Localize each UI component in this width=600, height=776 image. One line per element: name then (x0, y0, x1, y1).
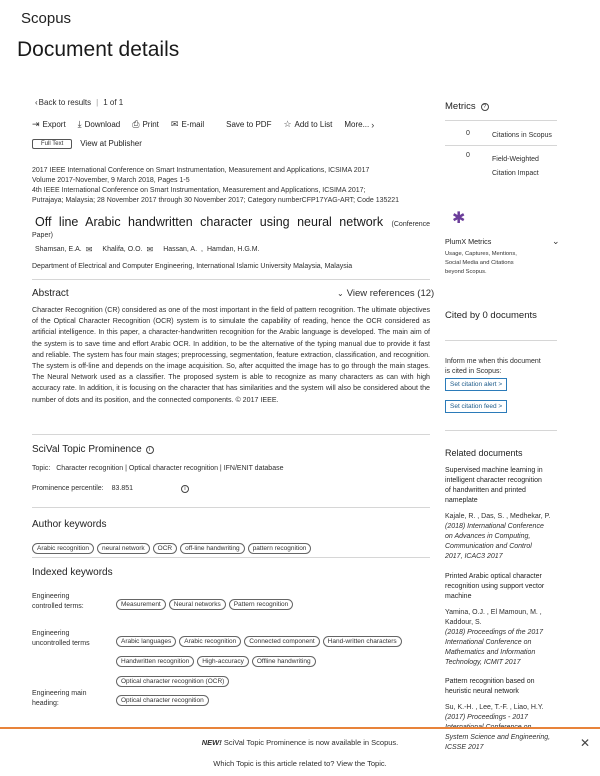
related-authors: Kajale, R. , Das, S. , Medhekar, P. (445, 513, 551, 520)
keyword-pill: off-line handwriting (180, 543, 244, 554)
source-line: International Conference on (445, 639, 532, 646)
view-at-publisher-link[interactable]: View at Publisher (80, 139, 142, 148)
info-icon[interactable]: ? (481, 103, 489, 111)
keyword-pill: OCR (153, 543, 177, 554)
inform-text (445, 357, 541, 377)
metrics-heading-row (445, 101, 489, 112)
fulltext-row (32, 138, 142, 149)
scopus-brand[interactable]: Scopus (21, 10, 72, 27)
group-label-line: controlled terms: (32, 603, 84, 610)
title-line: Pattern recognition based on (445, 678, 535, 685)
export-label: Export (42, 120, 66, 129)
abstract-text: Character Recognition (CR) considered as one of the most important in the field of pattern recognition. The ultimate objectives of the Optical Character Recognition (OCR) system is to simulate the capability of reading, hence the OCR considered as artificial intelligence. In this paper, a character-handwritten recognition for the Arabic language is developed. The main aim of the system is to save time and effort Arabic OCR. In addition, to be the alternative of the typing manual due to provide it fast and reliable. The system has four main stages; preprocessing, segmentation, feature extraction, classification, and recognition. The system is off-line and depends on the image acquisition. So, after acquitted the image has to go through the main stages. The Neural Network used as a classifier. The proposed system is able to recognize as many characters as can with high accuracy rate. In addition, it is focusing on the character that has similarities and the system will also be considered about the number of dots and its position, and the connected components. © 2017 IEEE. (32, 306, 430, 404)
keyword-pill: neural network (97, 543, 150, 554)
percentile-value: 83.851 (111, 485, 134, 492)
abstract-heading: Abstract (32, 288, 69, 299)
keyword-pill: Arabic recognition (32, 543, 94, 554)
source-line: Mathematics and Information (445, 649, 536, 656)
indexed-group-label (32, 592, 112, 612)
source-line: Putrajaya; Malaysia; 28 November 2017 through 30 November 2017; Category numberCFP17YAG-ART; Code 135221 (32, 197, 400, 204)
plumx-heading[interactable]: PlumX Metrics (445, 237, 492, 246)
result-position: 1 of 1 (103, 98, 124, 107)
title-line: recognition using support vector (445, 583, 545, 590)
title-line: machine (445, 593, 472, 600)
group-label-line: Engineering (32, 593, 70, 600)
title-line: Printed Arabic optical character (445, 573, 542, 580)
mail-icon[interactable]: ✉ (85, 245, 93, 254)
related-item[interactable] (445, 572, 560, 668)
plumx-description (445, 250, 517, 277)
divider (32, 279, 430, 280)
authors (35, 245, 260, 255)
keyword-pill: Hand-written characters (323, 636, 402, 647)
plumx-desc-line: Social Media and Citations (445, 260, 514, 266)
toolbar (32, 119, 389, 130)
inform-line: Inform me when this document (445, 358, 541, 365)
printer-icon: ⎙ (132, 119, 140, 129)
source-line: 2017, ICAC3 2017 (445, 553, 503, 560)
keyword-pill: Measurement (116, 599, 166, 610)
keyword-pill: Neural networks (169, 599, 226, 610)
topic-value[interactable]: Character recognition | Optical character recognition | IFN/ENIT database (56, 465, 284, 472)
source-line: 4th IEEE International Conference on Smart Instrumentation, Measurement and Applications, ICSIMA 2017; (32, 187, 366, 194)
plumx-desc-line: beyond Scopus. (445, 269, 487, 275)
cited-by-heading: Cited by 0 documents (445, 310, 537, 321)
indexed-group-terms (116, 593, 431, 613)
group-label-line: Engineering (32, 630, 70, 637)
add-to-list-button[interactable] (283, 119, 332, 130)
keyword-pill: Connected component (244, 636, 319, 647)
back-to-results-link[interactable]: Back to results (38, 98, 92, 107)
source-line: Communication and Control (445, 543, 532, 550)
fwci-label[interactable] (492, 153, 539, 181)
author-keywords-heading: Author keywords (32, 519, 107, 530)
source-line: (2018) Proceedings of the 2017 (445, 629, 544, 636)
fwci-label-line: Citation Impact (492, 170, 539, 177)
keyword-pill: Arabic recognition (179, 636, 241, 647)
source-info (32, 166, 432, 206)
mail-icon[interactable]: ✉ (146, 245, 154, 254)
new-badge: NEW! (201, 738, 222, 747)
author-link[interactable]: Khalifa, O.O. (102, 246, 143, 253)
banner-text: SciVal Topic Prominence is now available in Scopus. (223, 738, 399, 747)
topic-label: Topic: (32, 465, 51, 472)
chevron-right-icon: › (371, 119, 375, 130)
related-title[interactable] (445, 677, 560, 697)
divider (445, 145, 557, 146)
scival-heading: SciVal Topic Prominence (32, 444, 142, 455)
star-icon: ☆ (283, 119, 292, 129)
more-label: More... (344, 120, 370, 129)
full-text-button[interactable]: Full Text (32, 139, 72, 149)
source-line: (2017) Proceedings - 2017 (445, 714, 528, 721)
add-list-label: Add to List (294, 120, 333, 129)
indexed-group-label (32, 629, 112, 649)
fwci-label-line: Field-Weighted (492, 156, 539, 163)
chevron-down-icon[interactable]: ⌄ (552, 236, 560, 246)
keyword-pill: Handwritten recognition (116, 656, 194, 667)
author-link[interactable]: Shamsan, E.A. (35, 246, 82, 253)
source-line: System Science and Engineering, (445, 734, 551, 741)
scival-heading-row (32, 444, 154, 455)
source-line: Volume 2017-November, 9 March 2018, Pages 1-5 (32, 177, 190, 184)
download-label: Download (84, 120, 121, 129)
mail-icon: ✉ (170, 119, 179, 129)
print-button[interactable] (132, 119, 159, 130)
plumx-desc-line: Usage, Captures, Mentions, (445, 251, 517, 257)
keyword-pill: Pattern recognition (229, 599, 294, 610)
scival-topic (32, 464, 283, 474)
fwci-value: 0 (466, 152, 470, 159)
source-line: 2017 IEEE International Conference on Smart Instrumentation, Measurement and Applications, ICSIMA 2017 (32, 167, 370, 174)
set-citation-feed-button[interactable]: Set citation feed > (445, 400, 507, 413)
document-type-cont: Paper) (32, 232, 54, 239)
related-title[interactable] (445, 572, 560, 602)
authors-line: Kaddour, S. (445, 619, 482, 626)
title-line: intelligent character recognition (445, 477, 542, 484)
view-references-label: View references (12) (346, 288, 435, 299)
source-line: (2018) International Conference (445, 523, 544, 530)
document-title-block (35, 213, 435, 231)
keyword-pill: High-accuracy (197, 656, 249, 667)
indexed-group-terms (116, 689, 431, 709)
source-line: Technology, ICMIT 2017 (445, 659, 521, 666)
chevron-down-icon: ⌄ (337, 289, 344, 298)
divider (32, 507, 430, 508)
group-label-line: uncontrolled terms (32, 640, 90, 647)
source-line: on Advances in Computing, (445, 533, 531, 540)
chevron-left-icon: ‹ (35, 98, 38, 107)
author-separator: , (201, 246, 203, 253)
group-label-line: heading: (32, 700, 59, 707)
related-authors: Su, K.-H. , Lee, T.-F. , Liao, H.Y. (445, 704, 544, 711)
divider (445, 340, 557, 341)
source-line: ICSSE 2017 (445, 744, 484, 751)
divider (32, 434, 430, 435)
indexed-group-terms (116, 630, 434, 690)
related-source (445, 628, 560, 668)
authors-line: Yamina, O.J. , El Mamoun, M. , (445, 609, 542, 616)
related-heading: Related documents (445, 448, 523, 458)
export-icon: ⇥ (32, 119, 40, 129)
set-citation-alert-button[interactable]: Set citation alert > (445, 378, 507, 391)
divider: | (96, 98, 99, 107)
author-keywords-list (32, 537, 432, 557)
view-references-toggle[interactable] (337, 288, 434, 299)
scival-percentile (32, 484, 189, 494)
group-label-line: Engineering main (32, 690, 87, 697)
keyword-pill: Optical character recognition (OCR) (116, 676, 229, 687)
related-item[interactable] (445, 466, 560, 562)
email-label: E-mail (181, 120, 205, 129)
related-authors (445, 608, 560, 628)
keyword-pill: Optical character recognition (116, 695, 209, 706)
author-link[interactable]: Hamdan, H.G.M. (207, 246, 260, 253)
keyword-pill: pattern recognition (248, 543, 312, 554)
related-source (445, 522, 560, 562)
info-icon[interactable]: i (146, 446, 154, 454)
info-icon[interactable]: i (181, 485, 189, 493)
close-icon[interactable]: ✕ (580, 736, 591, 750)
title-line: nameplate (445, 497, 478, 504)
divider (445, 120, 557, 121)
notification-banner (0, 727, 600, 776)
plumx-icon[interactable]: ✱ (452, 210, 466, 227)
author-link[interactable]: Hassan, A. (163, 246, 198, 253)
page-title: Document details (17, 38, 180, 61)
document-type: (Conference (391, 221, 431, 228)
related-title[interactable] (445, 466, 560, 506)
source-line: International Conference on (445, 724, 532, 731)
citations-label[interactable]: Citations in Scopus (492, 132, 552, 139)
more-button[interactable] (344, 120, 377, 130)
divider (445, 430, 557, 431)
title-line: Supervised machine learning in (445, 467, 543, 474)
result-nav (35, 97, 123, 108)
save-pdf-button[interactable]: Save to PDF (226, 120, 272, 129)
download-icon: ⤓ (77, 119, 82, 129)
title-line: of handwritten and printed (445, 487, 526, 494)
keyword-pill: Offline handwriting (252, 656, 316, 667)
print-label: Print (142, 120, 159, 129)
keyword-pill: Arabic languages (116, 636, 176, 647)
metrics-heading: Metrics (445, 101, 476, 112)
email-button[interactable] (171, 119, 204, 130)
affiliation: Department of Electrical and Computer Engineering, International Islamic University Malaysia, Malaysia (32, 263, 353, 270)
document-title: Off line Arabic handwritten character using neural network (35, 215, 384, 229)
inform-line: is cited in Scopus: (445, 368, 502, 375)
citations-count: 0 (466, 130, 470, 137)
divider (32, 557, 430, 558)
indexed-group-label (32, 689, 112, 709)
export-button[interactable] (32, 119, 66, 130)
indexed-keywords-heading: Indexed keywords (32, 567, 113, 578)
banner-subtext[interactable]: Which Topic is this article related to? View the Topic. (213, 759, 387, 768)
download-button[interactable] (78, 119, 121, 130)
percentile-label: Prominence percentile: (32, 485, 104, 492)
banner-message (0, 737, 600, 748)
title-line: heuristic neural network (445, 688, 519, 695)
